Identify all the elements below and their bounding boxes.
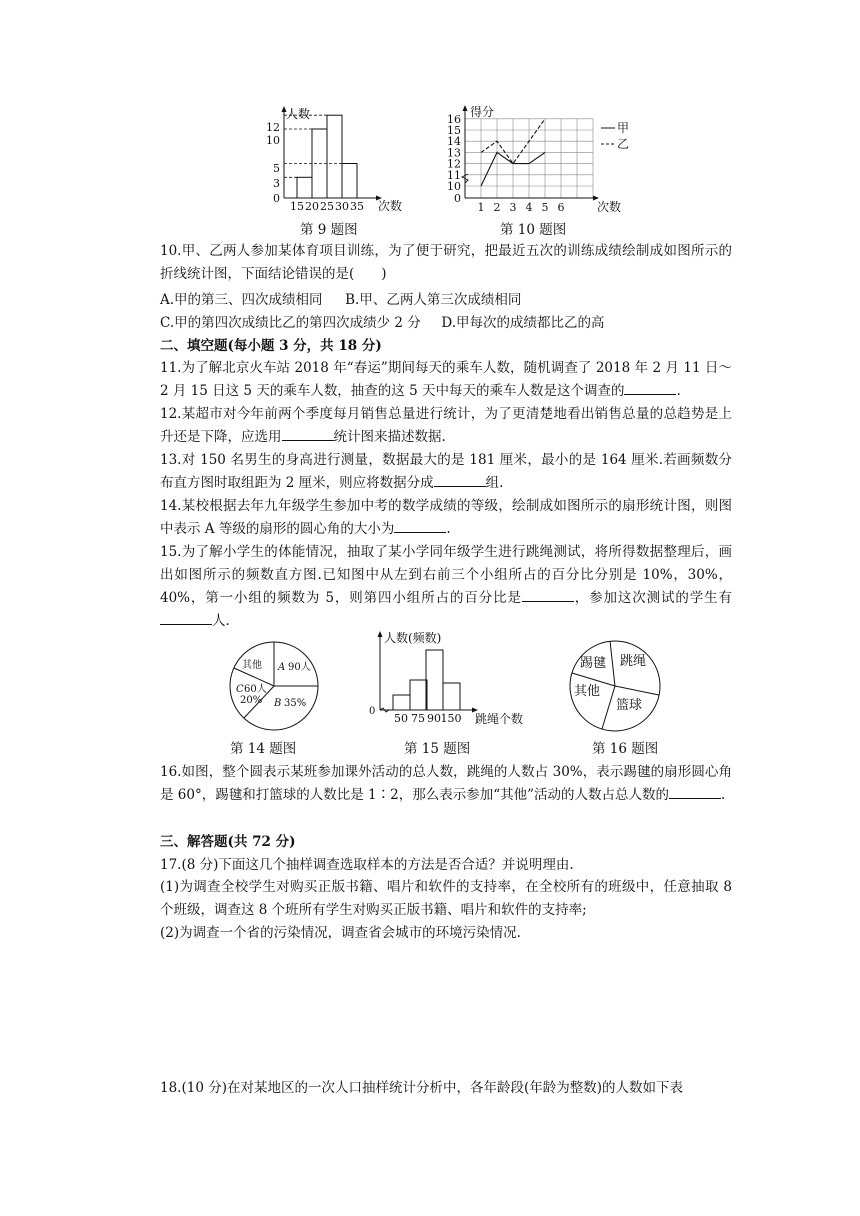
pie-divider	[610, 641, 615, 686]
histogram-bar	[443, 683, 460, 710]
slice-label-rope: 跳绳	[620, 654, 647, 669]
pie-divider	[602, 686, 615, 729]
fig9-xlabel: 次数	[378, 199, 403, 213]
slice-label-c: C	[236, 684, 244, 695]
fig10-ytick: 0	[454, 192, 461, 205]
legend-a-label: 甲	[617, 121, 630, 135]
figure-15-svg	[366, 628, 536, 732]
fig10-xtick: 1	[477, 201, 485, 214]
fig15-xtick: 90	[427, 712, 441, 725]
fig10-ytick: 16	[447, 112, 461, 126]
fig10-xtick: 3	[509, 201, 517, 214]
question-15-text-c: 人.	[212, 613, 230, 629]
fig10-ytick: 14	[447, 135, 461, 149]
question-11-end: .	[676, 383, 681, 399]
fig9-ytick: 3	[273, 177, 280, 190]
question-14	[160, 495, 732, 541]
section-3-heading: 三、解答题(共 72 分)	[160, 834, 296, 850]
histogram-bar	[410, 680, 427, 710]
question-17-stem: 17.(8 分)下面这几个抽样调查选取样本的方法是否合适？并说明理由.	[160, 857, 574, 873]
figure-14-caption: 第 14 题图	[230, 741, 297, 757]
fig9-xtick: 35	[350, 200, 364, 213]
answer-blank	[282, 428, 334, 441]
fig9-ytick: 5	[273, 162, 280, 175]
question-11-text: 11.为了解北京火车站 2018 年“春运”期间每天的乘车人数，随机调查了 2018 年 2 月 11 日～2 月 15 日这 5 天的乘车人数，抽查的这 5 天中每天的乘车人数是这个调查的	[160, 360, 732, 399]
slice-label-other: 其他	[574, 684, 601, 699]
y-axis-arrow	[378, 631, 383, 637]
question-16-text-a: 16.如图，整个圆表示某班参加课外活动的总人数，跳绳的人数占 30%，表示踢毽的扇形圆心角是 60°，踢毽和打篮球的人数比是 1∶2，那么表示参加“其他”活动的人数占总人数的	[160, 764, 732, 803]
fig10-ylabel: 得分	[470, 105, 495, 119]
fig10-ytick: 10	[447, 180, 461, 193]
option-c: C.甲的第四次成绩比乙的第四次成绩少 2 分	[160, 315, 421, 331]
question-15-text-a: 15.为了解小学生的体能情况，抽取了某小学同年级学生进行跳绳测试，将所得数据整理后，画出如图所示的频数直方图.已知图中从左到右前三个小组所占的百分比分别是 10%，30%，40%，第一小组的频数为 5，则第四小组所占的百分比是	[160, 544, 732, 606]
question-10-options-ab	[160, 288, 521, 308]
legend-b-label: 乙	[617, 137, 630, 151]
histogram-bar	[297, 177, 312, 198]
histogram-bar	[426, 650, 443, 710]
question-12-text-b: 统计图来描述数据.	[333, 429, 446, 445]
slice-value-c1: 60人	[244, 684, 267, 695]
figure-10-line-chart	[445, 103, 645, 218]
fig9-xtick: 15	[290, 200, 304, 213]
section-2-heading: 二、填空题(每小题 3 分，共 18 分)	[160, 338, 382, 354]
fig10-xtick: 6	[557, 201, 565, 214]
question-14-text-b: .	[446, 521, 451, 537]
y-axis-arrow	[463, 105, 468, 111]
fig10-ytick: 15	[447, 124, 461, 137]
question-11	[160, 357, 732, 403]
histogram-bar	[393, 695, 410, 710]
answer-blank	[394, 520, 446, 533]
fig10-ytick: 11	[447, 168, 461, 182]
fig9-ylabel: 人数	[286, 107, 311, 121]
slice-value-b: 35%	[284, 698, 307, 709]
slice-value-c2: 20%	[240, 695, 263, 706]
fig9-ytick: 10	[266, 134, 280, 147]
fig15-xtick: 50	[394, 712, 408, 725]
question-13-text-a: 13.对 150 名男生的身高进行测量，数据最大的是 181 厘米，最小的是 164 厘米.若画频数分布直方图时取组距为 2 厘米，则应将数据分成	[160, 452, 732, 491]
figure-9-histogram	[258, 100, 418, 218]
answer-blank	[669, 786, 721, 799]
option-b: B.甲、乙两人第三次成绩相同	[345, 292, 522, 308]
slice-label-jianzi: 踢毽	[580, 656, 607, 671]
slice-label-b: B	[274, 698, 282, 709]
fig10-xtick: 2	[493, 201, 501, 214]
figure-10-svg	[445, 103, 645, 218]
figure-9-svg	[258, 100, 418, 218]
slice-label-basketball: 篮球	[616, 698, 643, 713]
fig9-ytick: 0	[273, 192, 280, 205]
answer-blank	[522, 589, 574, 602]
option-a: A.甲的第三、四次成绩相同	[160, 292, 323, 308]
figure-16-caption: 第 16 题图	[592, 741, 659, 757]
question-18-stem: 18.(10 分)在对某地区的一次人口抽样统计分析中，各年龄段(年龄为整数)的人数如下表	[160, 1080, 684, 1096]
histogram-bar	[327, 115, 342, 198]
question-17-part-1: (1)为调查全校学生对购买正版书籍、唱片和软件的支持率，在全校所有的班级中，任意抽取 8 个班级，调查这 8 个班所有学生对购买正版书籍、唱片和软件的支持率;	[160, 879, 732, 918]
option-d: D.甲每次的成绩都比乙的高	[441, 315, 605, 331]
fig10-xtick: 4	[525, 201, 533, 214]
figure-10-caption: 第 10 题图	[500, 222, 567, 238]
answer-blank	[160, 612, 212, 625]
question-16-text-b: .	[721, 787, 726, 803]
question-12	[160, 403, 732, 449]
question-13-text-b: 组.	[485, 475, 504, 491]
fig10-ytick: 12	[447, 157, 461, 171]
answer-blank	[434, 474, 486, 487]
question-12-text-a: 12.某超市对今年前两个季度每月销售总量进行统计，为了更清楚地看出销售总量的总趋势是上升还是下降，应选用	[160, 406, 732, 445]
question-17-part-2: (2)为调查一个省的污染情况，调查省会城市的环境污染情况.	[160, 925, 521, 941]
question-14-text-a: 14.某校根据去年九年级学生参加中考的数学成绩的等级，绘制成如图所示的扇形统计图，则图中表示 A 等级的扇形的圆心角的大小为	[160, 498, 732, 537]
fig15-xtick: 150	[440, 712, 462, 725]
question-13	[160, 449, 732, 495]
fig9-xtick: 25	[320, 200, 334, 213]
fig15-xtick: 75	[411, 712, 425, 725]
fig15-ylabel: 人数(频数)	[384, 631, 442, 645]
figure-14-pie	[228, 640, 320, 732]
question-15-text-b: ，参加这次测试的学生有	[573, 590, 733, 606]
question-10-stem	[160, 240, 732, 286]
fig10-xtick: 5	[541, 201, 549, 214]
question-10-text: 10.甲、乙两人参加某体育项目训练，为了便于研究，把最近五次的训练成绩绘制成如图所示的折线统计图，下面结论错误的是( )	[160, 243, 732, 282]
fig15-origin: 0	[369, 706, 376, 717]
fig15-xlabel: 跳绳个数	[475, 712, 524, 726]
pie-divider	[615, 686, 659, 695]
question-16	[160, 761, 732, 807]
figure-15-histogram	[366, 628, 536, 732]
fig10-xlabel: 次数	[597, 200, 622, 214]
fig9-xtick: 30	[335, 200, 349, 213]
figure-9-caption: 第 9 题图	[300, 222, 358, 238]
fig9-ytick: 12	[266, 121, 280, 134]
fig9-xtick: 20	[305, 200, 319, 213]
histogram-bar	[342, 164, 357, 199]
question-10-options-cd	[160, 311, 605, 331]
fig10-ytick: 13	[447, 146, 461, 160]
figure-16-pie	[568, 639, 662, 733]
slice-label-a: A	[278, 662, 286, 673]
figure-14-svg	[228, 640, 320, 732]
answer-blank	[624, 382, 676, 395]
slice-label-other: 其他	[242, 660, 262, 671]
figure-16-svg	[568, 639, 662, 733]
question-15	[160, 541, 732, 633]
figure-15-caption: 第 15 题图	[404, 741, 471, 757]
slice-value-a: 90人	[288, 662, 311, 673]
